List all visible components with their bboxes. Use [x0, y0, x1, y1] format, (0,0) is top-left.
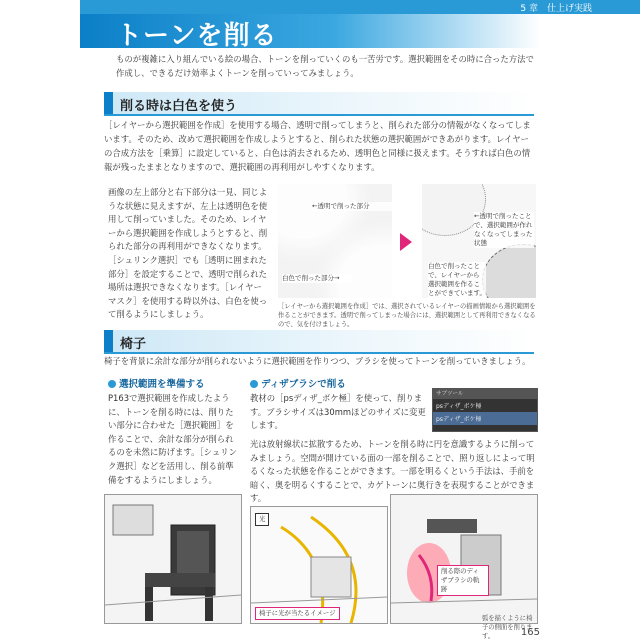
- page-title: トーンを削る: [116, 21, 278, 51]
- dither-drawing: [391, 495, 537, 623]
- bullet-icon: [250, 380, 258, 388]
- prepare-text: P163で選択範囲を作成したように、トーンを削る時には、削りたい部分に合わせた［選択範囲］を作ることで、余計な部分が削られるのを未然に防げます。［シュリンク選択］などを活用し、削る前準備をするようにしましょう。: [108, 393, 237, 485]
- chair-drawing: [105, 495, 241, 623]
- brush-item[interactable]: [433, 399, 537, 412]
- section-heading-marker: [104, 330, 113, 352]
- label-transparent-result: ←透明で削ったことで、選択範囲が作れなくなってしまった状態: [474, 212, 533, 247]
- brush-item-label: psディザ_ボケ極: [436, 416, 482, 423]
- label-white: 白色で削った部分→: [282, 274, 352, 283]
- label-transparent: ←透明で削った部分: [312, 202, 392, 211]
- subheading-dither: [250, 376, 346, 390]
- dither-track-label: 削る際のディザブラシの軌跡: [437, 565, 489, 596]
- arrow-right-icon: [400, 233, 412, 251]
- section-heading-text: 椅子: [120, 337, 147, 352]
- subheading-text: ディザブラシで削る: [261, 379, 346, 390]
- brush-item-selected[interactable]: [433, 412, 537, 425]
- section-heading-marker: [104, 92, 113, 114]
- panel-header: サブツール: [433, 389, 537, 399]
- bullet-icon: [108, 380, 116, 388]
- light-drawing: [251, 507, 387, 623]
- section1-side-text: 画像の左上部分と右下部分は一見、同じような状態に見えますが、左上は透明色を使用して削っていました。そのため、レイヤーから選択範囲を作成しようとすると、削られた部分の再利用ができなくなります。［シュリンク選択］でも［透明に囲まれた部分］を設定することで、透明で削られた場所は選択できなくなります。［レイヤーマスク］を使用する時以外は、白色を使って削るようにしましょう。: [108, 187, 268, 320]
- dither-explanation: 光は放射線状に拡散するため、トーンを削る時に円を意識するように削ってみましょう。空間が開けている面の一部を削ることで、照り返しによって明るくなった状態を作ることができます。一部を明るくという手法は、手前を暗く、奥を明るくすることで、カゲトーンに奥行きを表現することができます。: [250, 439, 535, 504]
- subtool-panel: [432, 388, 538, 432]
- subheading-prepare: [108, 376, 205, 390]
- figure-after: [422, 184, 536, 298]
- figure-caption: ［レイヤーから選択範囲を作成］では、選択されているレイヤーの描画情報から選択範囲を作ることができます。透明で削ってしまった場合には、選択範囲として再利用できなくなるので、気を付けましょう。: [278, 303, 536, 328]
- erased-area: [338, 244, 392, 298]
- brush-item-label: psディザ_ボケ極: [436, 403, 482, 410]
- section-heading-chair: [104, 330, 534, 354]
- dither-illustration: [390, 494, 538, 624]
- erased-area: [278, 184, 348, 239]
- subheading-text: 選択範囲を準備する: [119, 379, 205, 390]
- page-number: 165: [520, 627, 540, 638]
- figure-before: [278, 184, 392, 298]
- section-heading-text: 削る時は白色を使う: [120, 99, 238, 114]
- section1-body: ［レイヤーから選択範囲を作成］を使用する場合、透明で削ってしまうと、削られた部分の情報がなくなってしまいます。そのため、改めて選択範囲を作成しようとすると、削られた状態の選択範囲ができあがります。レイヤーの合成方法を［乗算］に設定していると、白色は消去されるため、透明色と同様に扱えます。そうすれば白色の情報が残ったままとなりますので、選択範囲の再利用がしやすくなります。: [104, 120, 531, 172]
- arc-note: 弧を描くように椅子の側面を削ります。: [482, 615, 533, 640]
- label-white-result: 白色で削ったことで、レイヤーから選択範囲を作ることができています。: [428, 262, 486, 298]
- dither-text: 教材の［psディザ_ボケ極］を使って、削ります。ブラシサイズは30mmほどのサイズに変更します。: [250, 393, 426, 431]
- selection-area: [482, 244, 536, 298]
- section2-body: 椅子を背景に余計な部分が削られないように選択範囲を作りつつ、ブラシを使ってトーンを削っていきましょう。: [104, 356, 531, 366]
- intro-text: ものが複雑に入り組んでいる絵の場合、トーンを削っていくのも一苦労です。選択範囲をその時に合った方法で作成し、できるだけ効率よくトーンを削っていってみましょう。: [116, 54, 534, 78]
- section-heading-white: [104, 92, 534, 116]
- light-image-caption: 椅子に光が当たるイメージ: [255, 607, 340, 620]
- chair-illustration: [104, 494, 242, 624]
- light-illustration: [250, 506, 388, 624]
- light-label: 光: [255, 513, 269, 526]
- chapter-label: 5 章 仕上げ実践: [520, 4, 592, 14]
